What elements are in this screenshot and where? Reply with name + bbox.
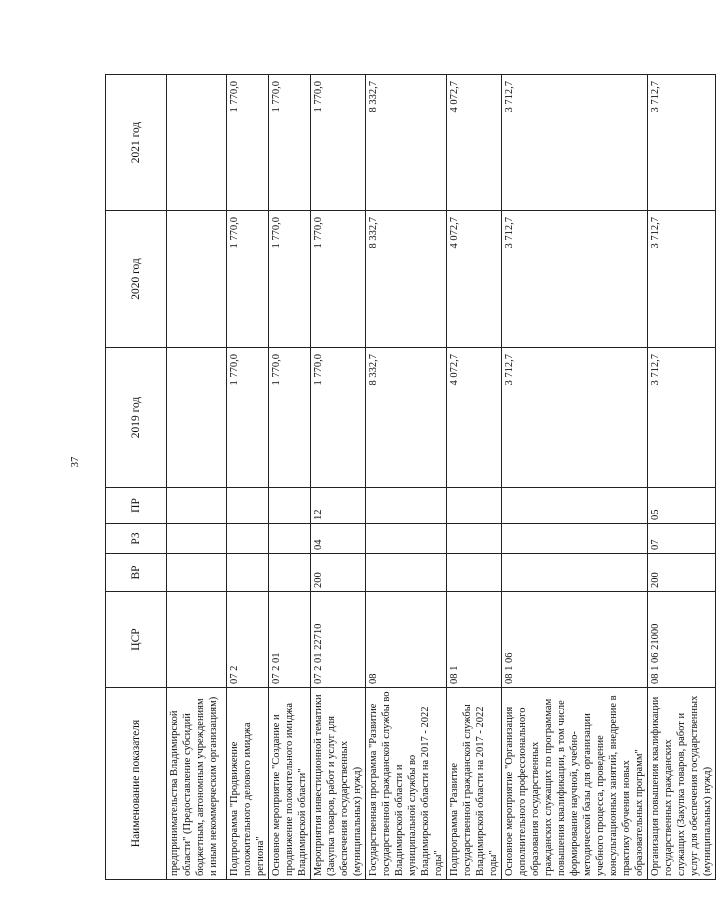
cell-pr: 12 (311, 488, 366, 524)
cell-csr: 08 1 06 (502, 592, 648, 688)
header-2021: 2021 год (106, 75, 167, 211)
cell-csr: 08 1 (447, 592, 502, 688)
cell-2020: 1 770,0 (227, 211, 269, 348)
cell-name: Государственная программа "Развитие государственной гражданской службы во Владимирской области и муниципальной службы во Владимирской области на 2017 - 2022 годы" (366, 688, 447, 880)
cell-name: Основное мероприятие "Создание и продвижение положительного имиджа Владимирской области" (269, 688, 311, 880)
cell-name: Мероприятия инвестиционной тематики (Закупка товаров, работ и услуг для обеспечения государственных (муниципальных) нужд) (311, 688, 366, 880)
cell-2020: 3 712,7 (502, 211, 648, 348)
cell-rz (167, 524, 227, 554)
cell-name: Подпрограмма "Продвижение положительного делового имиджа региона" (227, 688, 269, 880)
cell-csr: 08 1 06 21000 (648, 592, 716, 688)
header-2019: 2019 год (106, 348, 167, 488)
cell-2021 (167, 75, 227, 211)
table-row (502, 75, 648, 880)
cell-pr (366, 488, 447, 524)
cell-rz: 04 (311, 524, 366, 554)
cell-rz (227, 524, 269, 554)
cell-2019: 3 712,7 (648, 348, 716, 488)
cell-2020: 3 712,7 (648, 211, 716, 348)
cell-rz (502, 524, 648, 554)
budget-table (105, 74, 716, 880)
cell-2019 (167, 348, 227, 488)
cell-2021: 8 332,7 (366, 75, 447, 211)
cell-pr (227, 488, 269, 524)
header-csr: ЦСР (106, 592, 167, 688)
cell-pr (447, 488, 502, 524)
cell-rz (269, 524, 311, 554)
cell-pr (502, 488, 648, 524)
cell-2019: 1 770,0 (311, 348, 366, 488)
cell-2021: 1 770,0 (227, 75, 269, 211)
cell-csr: 08 (366, 592, 447, 688)
cell-vr (227, 554, 269, 592)
cell-name: Основное мероприятие "Организация дополнительного профессионального образования государственных гражданских служащих по программам повышения квалификации, в том числе формирование научной, учебно-методической базы для организации учебного процесса, проведение консультационных занятий, внедрение в практику обучения новых образовательных программ" (502, 688, 648, 880)
cell-2019: 3 712,7 (502, 348, 648, 488)
table-header-row (106, 75, 167, 880)
cell-vr (447, 554, 502, 592)
table-row (447, 75, 502, 880)
cell-name: предпринимательства Владимирской области" (Предоставление субсидий бюджетным, автономным учреждениям и иным некоммерческим организациям) (167, 688, 227, 880)
cell-2019: 8 332,7 (366, 348, 447, 488)
cell-2020: 4 072,7 (447, 211, 502, 348)
header-pr: ПР (106, 488, 167, 524)
cell-csr: 07 2 (227, 592, 269, 688)
cell-2020: 8 332,7 (366, 211, 447, 348)
cell-2020: 1 770,0 (269, 211, 311, 348)
cell-pr (167, 488, 227, 524)
cell-2021: 1 770,0 (311, 75, 366, 211)
header-2020: 2020 год (106, 211, 167, 348)
cell-vr (167, 554, 227, 592)
cell-2021: 4 072,7 (447, 75, 502, 211)
cell-2021: 3 712,7 (648, 75, 716, 211)
table-row (227, 75, 269, 880)
cell-vr (366, 554, 447, 592)
table-row (311, 75, 366, 880)
cell-2019: 4 072,7 (447, 348, 502, 488)
cell-2021: 3 712,7 (502, 75, 648, 211)
cell-pr: 05 (648, 488, 716, 524)
cell-csr: 07 2 01 22710 (311, 592, 366, 688)
header-rz: РЗ (106, 524, 167, 554)
table-container (105, 75, 713, 880)
cell-2021: 1 770,0 (269, 75, 311, 211)
cell-rz (366, 524, 447, 554)
table-row (167, 75, 227, 880)
header-name: Наименование показателя (106, 688, 167, 880)
cell-2019: 1 770,0 (269, 348, 311, 488)
cell-csr: 07 2 01 (269, 592, 311, 688)
cell-vr: 200 (648, 554, 716, 592)
cell-2020: 1 770,0 (311, 211, 366, 348)
cell-vr: 200 (311, 554, 366, 592)
table-row (366, 75, 447, 880)
cell-csr (167, 592, 227, 688)
table-row (648, 75, 716, 880)
cell-name: Организация повышения квалификации государственных гражданских служащих (Закупка товаров, работ и услуг для обеспечения государственных (муниципальных) нужд) (648, 688, 716, 880)
page-number: 37 (69, 456, 81, 468)
cell-2019: 1 770,0 (227, 348, 269, 488)
cell-vr (269, 554, 311, 592)
cell-2020 (167, 211, 227, 348)
cell-vr (502, 554, 648, 592)
header-vr: ВР (106, 554, 167, 592)
cell-rz (447, 524, 502, 554)
cell-name: Подпрограмма "Развитие государственной гражданской службы Владимирской области на 2017 - 2022 годы" (447, 688, 502, 880)
table-row (269, 75, 311, 880)
cell-pr (269, 488, 311, 524)
cell-rz: 07 (648, 524, 716, 554)
